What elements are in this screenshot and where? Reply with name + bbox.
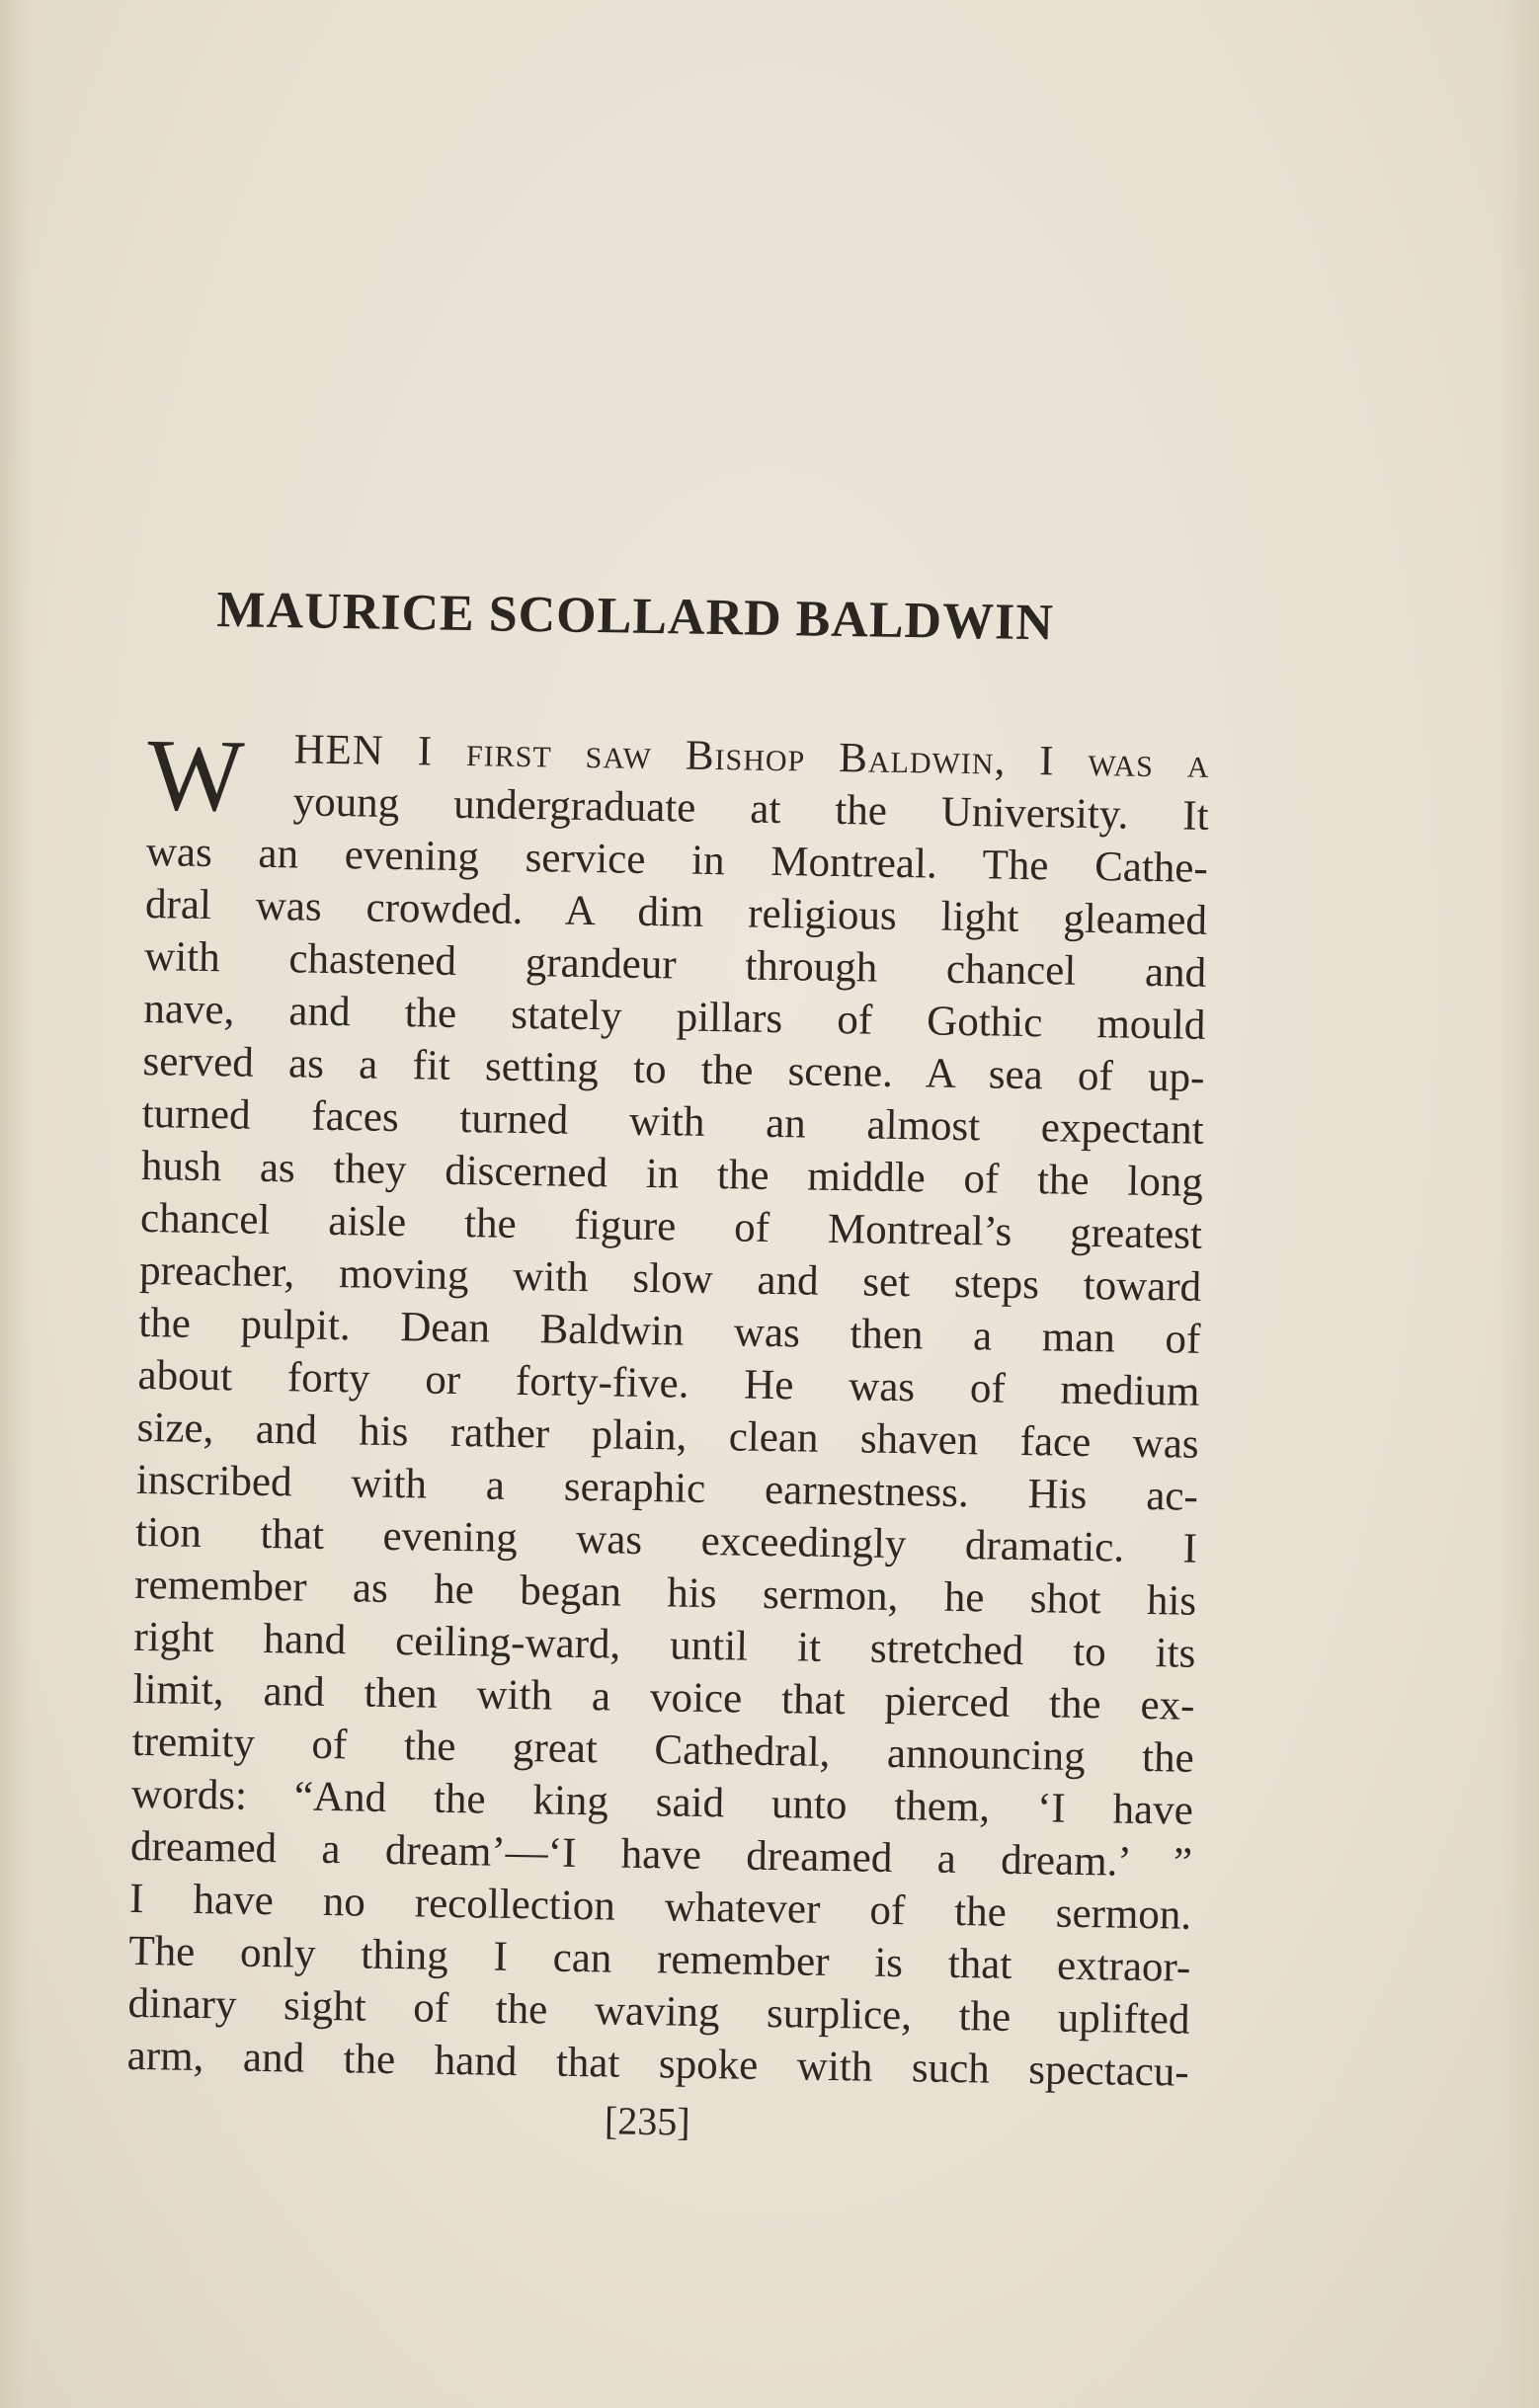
page-number: [235] (604, 2098, 690, 2144)
text-line: tion that evening was exceedingly dramatic. I (134, 1508, 1198, 1572)
text-line: about forty or forty-five. He was of medium (137, 1351, 1200, 1415)
text-line: I have no recollection whatever of the sermon. (128, 1875, 1192, 1939)
text-line: right hand ceiling-ward, until it stretched to its (133, 1613, 1196, 1677)
first-line-text: HEN I first saw Bishop Baldwin, I was a (293, 726, 1210, 787)
opening-lines (146, 718, 1210, 843)
page-edge-left (0, 0, 30, 2408)
text-line: dinary sight of the waving surplice, the uplifted (127, 1979, 1190, 2044)
page-edge-right (1499, 0, 1539, 2408)
text-line: dreamed a dream’—‘I have dreamed a dream.’ ” (129, 1822, 1193, 1886)
text-line: words: “And the king said unto them, ‘I have (130, 1770, 1194, 1834)
text-line: remember as he began his sermon, he shot his (133, 1561, 1197, 1625)
text-line: was an evening service in Montreal. The Cathe- (145, 828, 1209, 892)
text-line: served as a fit setting to the scene. A sea of up- (142, 1037, 1205, 1101)
text-line: The only thing I can remember is that extraor- (128, 1927, 1191, 1991)
drop-cap: W (146, 718, 246, 834)
text-line: dral was crowded. A dim religious light gleamed (144, 880, 1208, 944)
text-line: size, and his rather plain, clean shaven face was (136, 1404, 1199, 1468)
text-line: preacher, moving with slow and set steps toward (138, 1246, 1202, 1311)
text-line: chancel aisle the figure of Montreal’s greatest (139, 1194, 1203, 1258)
text-line: inscribed with a seraphic earnestness. His ac- (135, 1456, 1199, 1520)
text-line: turned faces turned with an almost expectant (141, 1089, 1204, 1154)
text-line: limit, and then with a voice that pierced the ex- (132, 1665, 1195, 1729)
text-line: with chastened grandeur through chancel and (143, 932, 1207, 997)
text-line: nave, and the stately pillars of Gothic mould (143, 985, 1206, 1049)
text-line: tremity of the great Cathedral, announcing the (131, 1718, 1195, 1782)
text-line: the pulpit. Dean Baldwin was then a man of (138, 1299, 1201, 1363)
text-line: young undergraduate at the University. It (292, 778, 1209, 840)
chapter-title: MAURICE SCOLLARD BALDWIN (216, 581, 1055, 652)
text-line: hush as they discerned in the middle of the long (140, 1142, 1204, 1206)
body-text (126, 718, 1210, 2099)
text-line: arm, and the hand that spoke with such spectacu- (126, 2032, 1190, 2096)
